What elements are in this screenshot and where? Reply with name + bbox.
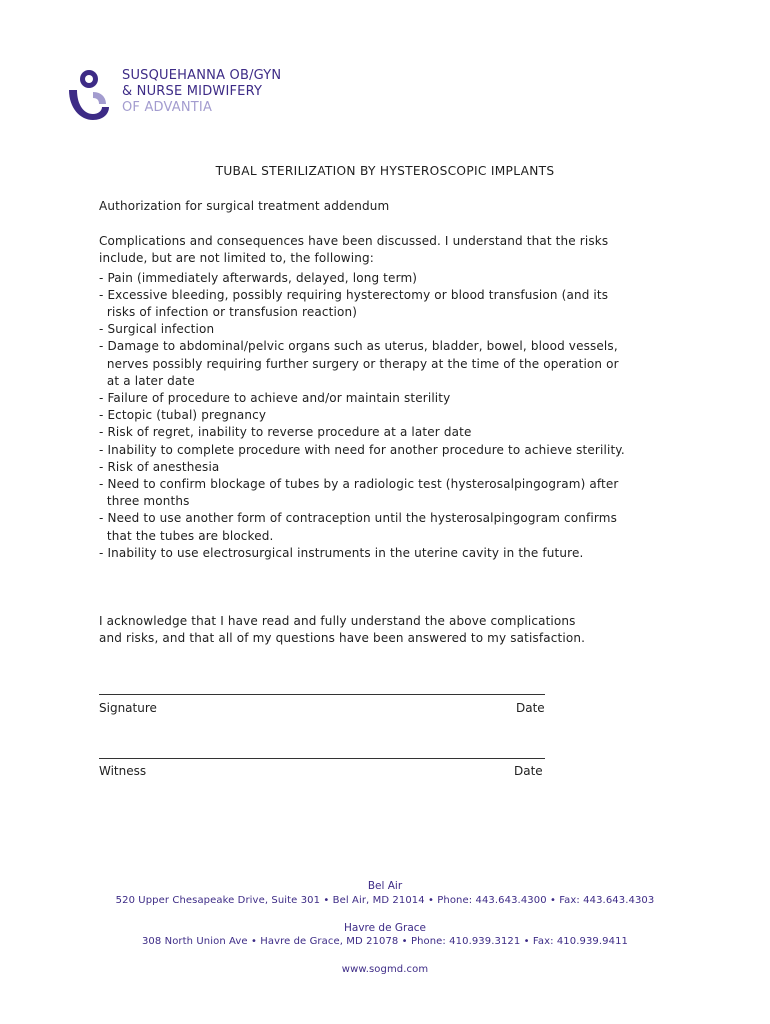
list-item: three months [99,494,190,509]
intro-line: include, but are not limited to, the following: [99,251,374,266]
logo-line-3: OF ADVANTIA [122,100,213,115]
footer-website-link[interactable]: www.sogmd.com [341,964,429,975]
list-item: - Damage to abdominal/pelvic organs such as uterus, bladder, bowel, blood vessels, [99,339,618,354]
list-item: - Excessive bleeding, possibly requiring hysterectomy or blood transfusion (and its [99,287,609,302]
list-item: risks of infection or transfusion reaction) [99,304,358,319]
list-item: - Risk of anesthesia [99,459,220,474]
list-item: - Ectopic (tubal) pregnancy [99,408,267,423]
list-item: - Need to confirm blockage of tubes by a radiologic test (hysterosalpingogram) after [99,476,619,491]
risk-list [99,270,625,562]
witness-signature-line[interactable] [99,758,545,759]
witness-date-label: Date [514,764,543,778]
list-item: that the tubes are blocked. [99,528,274,543]
footer-location-havre-de-grace: Havre de Grace [343,922,426,934]
list-item: - Failure of procedure to achieve and/or maintain sterility [99,390,451,405]
list-item: - Risk of regret, inability to reverse procedure at a later date [99,425,472,440]
authorization-heading: Authorization for surgical treatment addendum [99,199,390,213]
signature-label: Signature [99,701,157,715]
signature-line[interactable] [99,694,545,695]
practice-logo [66,68,281,124]
list-item: - Inability to complete procedure with need for another procedure to achieve sterility. [99,442,625,457]
intro-line: Complications and consequences have been discussed. I understand that the risks [99,234,609,248]
footer-address-bel-air: 520 Upper Chesapeake Drive, Suite 301 • Bel Air, MD 21014 • Phone: 443.643.4300 • Fax: 443.643.4303 [115,895,655,906]
logo-mark-icon [66,68,112,124]
list-item: - Need to use another form of contraception until the hysterosalpingogram confirms [99,511,617,526]
logo-text [122,68,281,116]
witness-label: Witness [99,764,147,778]
list-item: nerves possibly requiring further surgery or therapy at the time of the operation or [99,356,619,371]
list-item: - Inability to use electrosurgical instruments in the uterine cavity in the future. [99,545,584,560]
document-title: TUBAL STERILIZATION BY HYSTEROSCOPIC IMPLANTS [215,164,555,178]
acknowledgment-line: I acknowledge that I have read and fully understand the above complications [99,614,576,628]
acknowledgment-paragraph [99,613,585,647]
acknowledgment-line: and risks, and that all of my questions have been answered to my satisfaction. [99,631,586,646]
list-item: - Surgical infection [99,322,215,337]
signature-date-label: Date [516,701,545,715]
intro-paragraph [99,233,608,267]
footer-address-havre-de-grace: 308 North Union Ave • Havre de Grace, MD 21078 • Phone: 410.939.3121 • Fax: 410.939.9411 [141,936,629,947]
footer-location-bel-air: Bel Air [367,880,403,892]
list-item: at a later date [99,373,195,388]
list-item: - Pain (immediately afterwards, delayed, long term) [99,270,418,285]
logo-line-1: SUSQUEHANNA OB/GYN [122,68,282,83]
logo-line-2: & NURSE MIDWIFERY [122,84,263,99]
